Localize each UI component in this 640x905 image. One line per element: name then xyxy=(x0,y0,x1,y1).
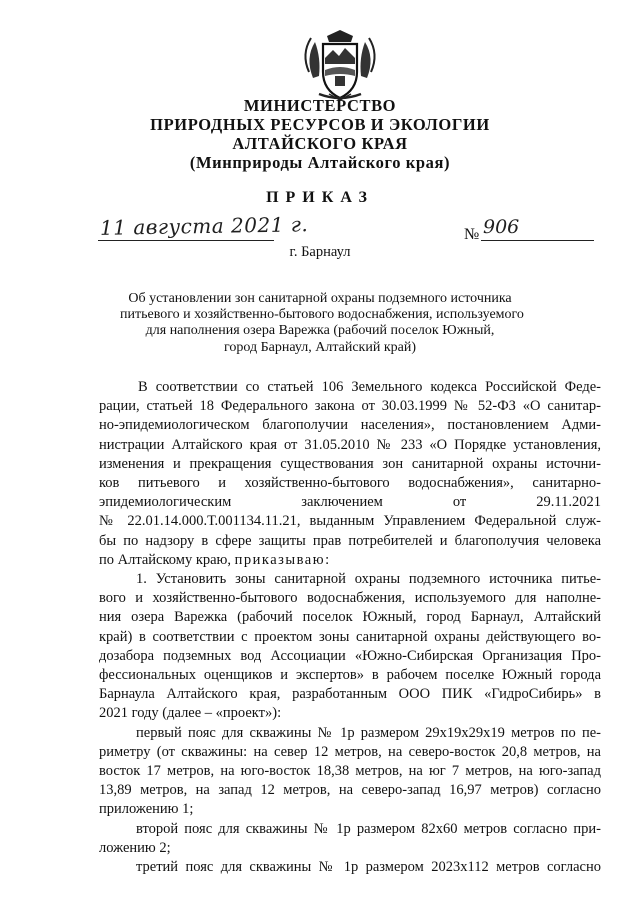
number-sign: № xyxy=(464,226,480,243)
number-underline xyxy=(481,240,594,241)
body-line: ния озера Варежка (рабочий поселок Южный, город Барнаул, Алтайский xyxy=(99,609,601,626)
body-line: Барнаула Алтайского края, разработанным ООО ПИК «ГидроСибирь» в xyxy=(99,686,601,703)
body-line: дозабора подземных вод Ассоциации «Южно-Сибирская Организация Про- xyxy=(99,647,601,664)
body-line: приложению 1; xyxy=(99,801,194,818)
ministry-line: МИНИСТЕРСТВО xyxy=(243,96,397,115)
body-line: нистрации Алтайского края от 31.05.2010 № 233 «О Порядке установления, xyxy=(99,436,601,453)
order-subject xyxy=(120,291,524,356)
body-line: В соответствии со статьей 106 Земельного кодекса Российской Феде- xyxy=(138,379,601,395)
date-underline xyxy=(98,240,274,241)
subject-line: Об установлении зон санитарной охраны подземного источника xyxy=(128,291,512,306)
body-line: край) в соответствии с проектом зоны санитарной охраны действующего во- xyxy=(99,628,601,645)
body-line: третий пояс для скважины № 1р размером 2023x112 метров согласно xyxy=(136,859,601,876)
body-line: бы по надзору в сфере защиты прав потребителей и благополучия человека xyxy=(99,532,601,549)
subject-line: город Барнаул, Алтайский край) xyxy=(224,339,416,355)
body-line xyxy=(99,551,601,570)
coat-of-arms-emblem xyxy=(299,28,381,104)
body-line: изменения и прекращения существования зон санитарной охраны источни- xyxy=(99,455,601,472)
body-text: по Алтайскому краю, xyxy=(99,551,232,568)
subject-line: для наполнения озера Варежка (рабочий поселок Южный, xyxy=(145,323,495,339)
city-label: г. Барнаул xyxy=(289,244,351,260)
body-line: ков питьевого и хозяйственно-бытового водоснабжения», санитарно- xyxy=(99,475,601,492)
body-line: второй пояс для скважины № 1р размером 82x60 метров согласно при- xyxy=(136,820,601,837)
body-line: вого и хозяйственно-бытового водоснабжения, используемого для наполне- xyxy=(99,590,601,607)
body-line: первый пояс для скважины № 1р размером 29x19x29x19 метров по пе- xyxy=(136,724,601,741)
body-line: восток 17 метров, на юго-восток 18,38 метров, на юг 7 метров, на юго-запад xyxy=(99,763,601,780)
ministry-header xyxy=(0,96,640,172)
body-line: № 22.01.14.000.Т.001134.11.21, выданным Управлением Федеральной служ- xyxy=(99,513,601,530)
ministry-line: ПРИРОДНЫХ РЕСУРСОВ И ЭКОЛОГИИ xyxy=(150,115,490,134)
body-line: 13,89 метров, на запад 12 метров, на северо-запад 16,97 метров) согласно xyxy=(99,782,601,799)
body-line: рации, статьей 18 Федерального закона от 30.03.1999 № 52-ФЗ «О санитар- xyxy=(99,398,601,415)
body-line: ложению 2; xyxy=(99,839,171,856)
body-line: 2021 году (далее – «проект»): xyxy=(99,705,282,722)
body-line: риметру (от скважины: на север 12 метров, на северо-восток 20,8 метров, на xyxy=(99,743,601,760)
handwritten-date: 11 августа 2021 г. xyxy=(99,212,309,240)
ministry-line: (Минприроды Алтайского края) xyxy=(189,153,451,172)
subject-line: питьевого и хозяйственно-бытового водоснабжения, используемого xyxy=(120,307,524,323)
body-line: но-эпидемиологическом благополучии населения», постановлением Адми- xyxy=(99,417,601,434)
order-body xyxy=(99,378,601,877)
body-line: фессиональных оценщиков и экспертов» в рабочем поселке Южный города xyxy=(99,667,601,684)
body-line: 1. Установить зоны санитарной охраны подземного источника питье- xyxy=(136,571,601,588)
ministry-line: АЛТАЙСКОГО КРАЯ xyxy=(232,134,408,153)
document-type-title: ПРИКАЗ xyxy=(266,189,374,206)
handwritten-number: 906 xyxy=(483,216,520,238)
order-keyword: приказываю: xyxy=(234,551,331,568)
body-line: эпидемиологическим заключением от 29.11.2021 xyxy=(99,494,601,511)
